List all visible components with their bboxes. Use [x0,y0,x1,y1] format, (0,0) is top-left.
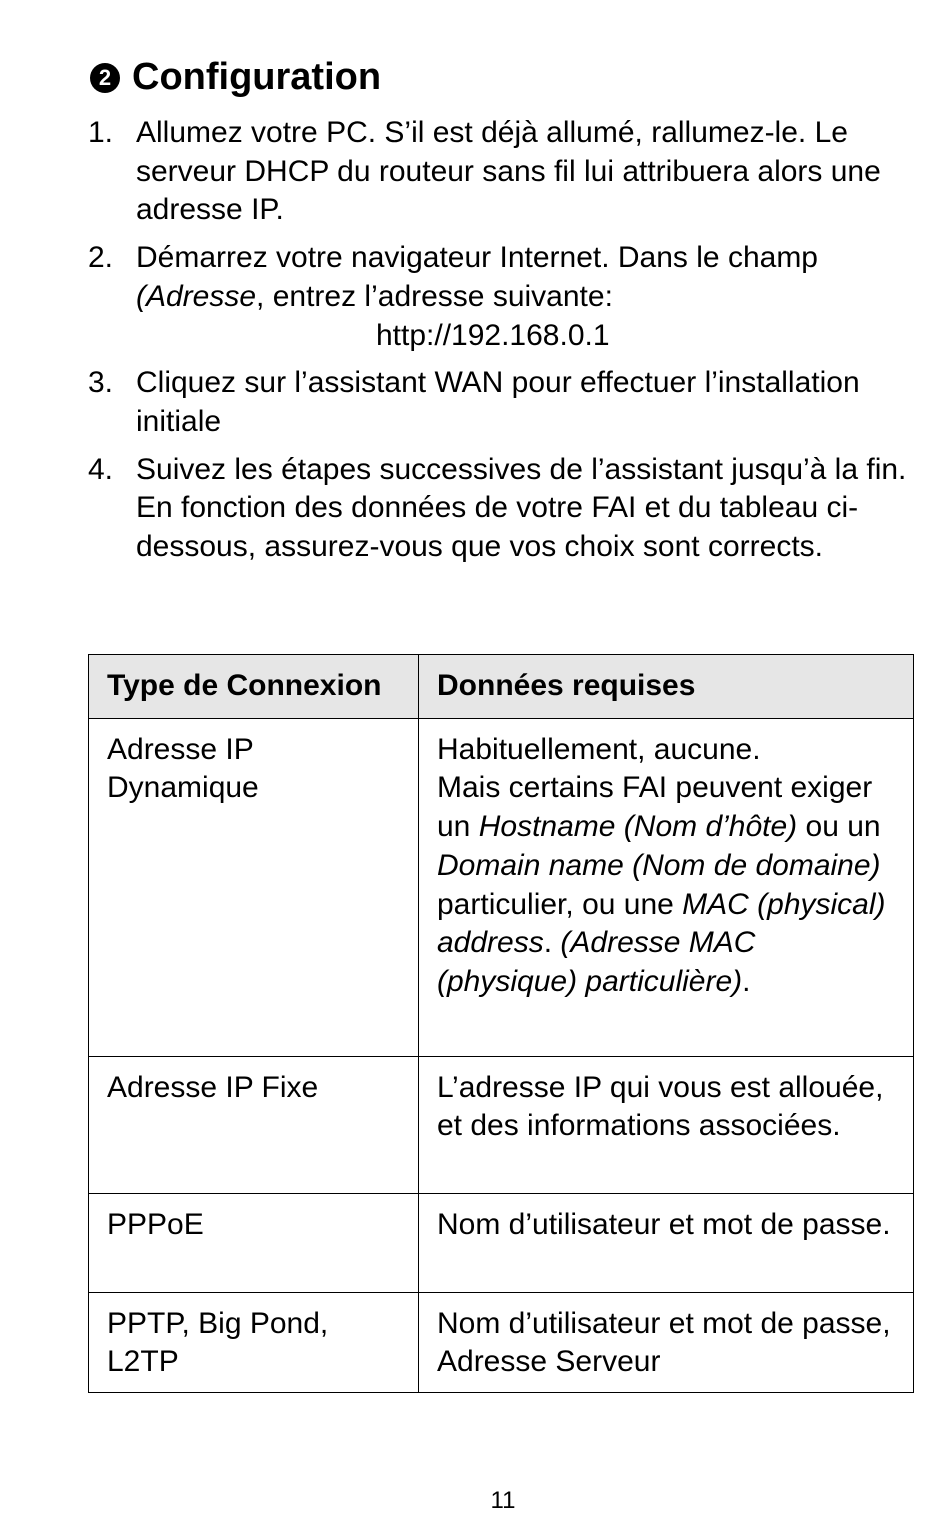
list-item-number: 3. [88,366,114,400]
cell-italic-text: MAC (physical) address [437,887,886,960]
section-heading [90,52,381,102]
required-data-cell: L’adresse IP qui vous est allouée, et des informations associées. [419,1056,914,1193]
connection-types-table [88,654,914,1393]
cell-text: Habituellement, aucune. [437,732,761,766]
table-row [89,1193,914,1292]
cell-text: ou un [797,810,881,844]
cell-text: . [742,964,751,998]
instruction-list [88,114,918,567]
table-row [89,1292,914,1392]
column-header-data: Données requises [419,655,914,719]
connection-type-cell: Adresse IP Dynamique [89,718,419,1056]
step-number-badge: 2 [90,63,120,93]
table-header-row [89,655,914,719]
list-item [88,114,918,230]
field-name: (Adresse [136,279,257,313]
list-item-text: Démarrez votre navigateur Internet. Dans le champ [136,241,818,275]
page-number: 11 [490,1487,516,1514]
cell-text: particulier, ou une [437,887,683,921]
column-header-type: Type de Connexion [89,655,419,719]
list-item [88,239,918,355]
cell-text: . [543,926,561,960]
list-item [88,364,918,441]
list-item-number: 1. [88,116,114,149]
list-item-number: 4. [88,452,114,486]
required-data-cell [419,718,914,1056]
required-data-cell: Nom d’utilisateur et mot de passe. [419,1193,914,1292]
connection-type-cell: PPPoE [89,1193,419,1292]
connection-type-cell: PPTP, Big Pond, L2TP [89,1292,419,1392]
list-item [88,451,918,567]
list-item-text: Suivez les étapes successives de l’assistant jusqu’à la fin. En fonction des données de votre FAI et du tableau ci-dessous, assurez-vous que vos choix sont corrects. [136,452,907,564]
cell-italic-text: Domain name (Nom de domaine) [437,848,881,882]
table-row [89,718,914,1056]
connection-type-cell: Adresse IP Fixe [89,1056,419,1193]
list-item-number: 2. [88,241,114,275]
table-row [89,1056,914,1193]
router-url: http://192.168.0.1 [376,318,610,352]
list-item-text: Allumez votre PC. S’il est déjà allumé, rallumez-le. Le serveur DHCP du routeur sans fil lui attribuera alors une adresse IP. [136,116,881,227]
cell-text: Mais certains FAI peuvent exiger un [437,771,873,844]
list-item-text: Cliquez sur l’assistant WAN pour effectuer l’installation initiale [136,366,860,438]
section-title: Configuration [132,56,382,98]
cell-italic-text: (Adresse MAC (physique) particulière) [437,926,756,998]
list-item-text: , entrez l’adresse suivante: [256,279,613,313]
cell-italic-text: Hostname (Nom d’hôte) [478,810,798,844]
required-data-cell: Nom d’utilisateur et mot de passe, Adresse Serveur [419,1292,914,1392]
